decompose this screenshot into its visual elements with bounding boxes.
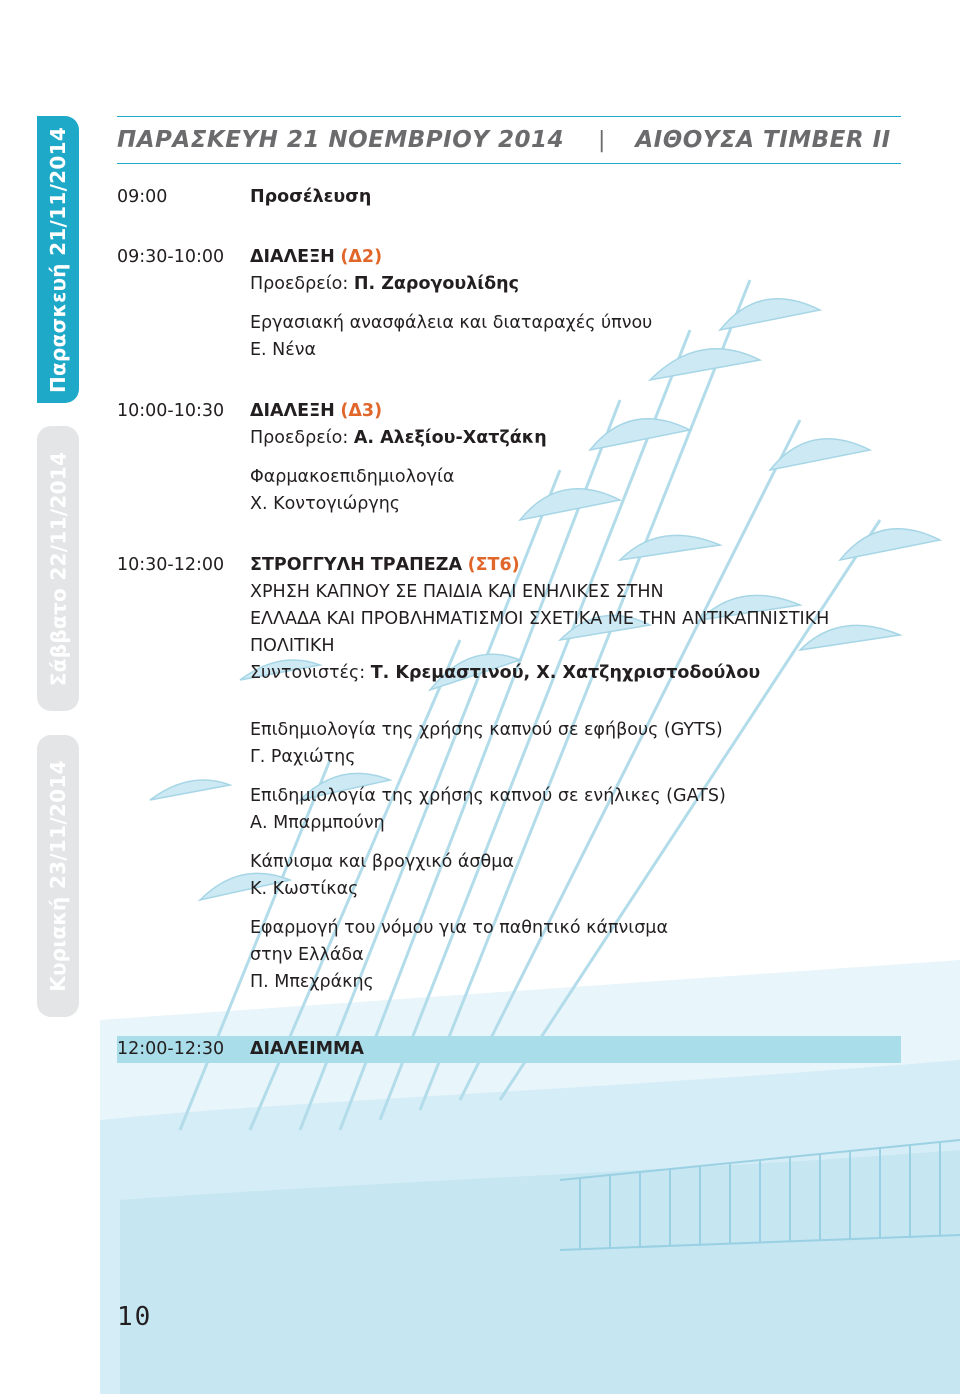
speaker-name: Κ. Κωστίκας <box>250 879 359 899</box>
speaker-name: Χ. Κοντογιώργης <box>250 494 401 514</box>
topic-line: ΕΛΛΑΔΑ ΚΑΙ ΠΡΟΒΛΗΜΑΤΙΣΜΟΙ ΣΧΕΤΙΚΑ ΜΕ ΤΗΝ ΑΝΤΙΚΑΠΝΙΣΤΙΚΗ <box>250 609 830 629</box>
talk-title: Φαρμακοεπιδημιολογία <box>250 467 455 487</box>
chair-name: Τ. Κρεμαστινού, Χ. Χατζηχριστοδούλου <box>370 663 761 683</box>
speaker-name: Γ. Ραχιώτης <box>250 747 356 767</box>
tab-sunday-label: Κυριακή 23/11/2014 <box>46 760 71 992</box>
chair-label: Προεδρείο: <box>250 428 349 448</box>
header-separator: | <box>597 127 606 153</box>
session-time: 09:30-10:00 <box>117 247 225 267</box>
session-code: (Δ2) <box>340 247 383 267</box>
break-row <box>117 1036 901 1063</box>
chair-label: Προεδρείο: <box>250 274 349 294</box>
talk-title-line: Εφαρμογή του νόμου για το παθητικό κάπνισμα <box>250 918 668 938</box>
chair-name: Α. Αλεξίου-Χατζάκη <box>353 428 547 448</box>
topic-line: ΧΡΗΣΗ ΚΑΠΝΟΥ ΣΕ ΠΑΙΔΙΑ ΚΑΙ ΕΝΗΛΙΚΕΣ ΣΤΗΝ <box>250 582 664 602</box>
session-title: Προσέλευση <box>250 187 372 207</box>
talk-title: Κάπνισμα και βρογχικό άσθμα <box>250 852 514 872</box>
topic-line: ΠΟΛΙΤΙΚΗ <box>250 636 335 656</box>
session-code: (ΣΤ6) <box>467 555 520 575</box>
speaker-name: Π. Μπεχράκης <box>250 972 374 992</box>
session-code: (Δ3) <box>340 401 383 421</box>
page-title: ΠΑΡΑΣΚΕΥΗ 21 ΝΟΕΜΒΡΙΟΥ 2014 <box>117 127 564 153</box>
talk-title: Επιδημιολογία της χρήσης καπνού σε εφήβους (GYTS) <box>250 720 723 740</box>
tab-sunday[interactable] <box>37 735 79 1017</box>
talk-title: Επιδημιολογία της χρήσης καπνού σε ενήλικες (GATS) <box>250 786 726 806</box>
session-type: ΔΙΑΛΕΞΗ <box>250 401 335 421</box>
tab-saturday[interactable] <box>37 426 79 711</box>
talk-title: Εργασιακή ανασφάλεια και διαταραχές ύπνου <box>250 313 653 333</box>
page-number: 10 <box>117 1302 153 1332</box>
session-time: 09:00 <box>117 187 168 207</box>
chair-name: Π. Ζαρογουλίδης <box>353 274 519 294</box>
break-title: ΔΙΑΛΕΙΜΜΑ <box>250 1039 364 1059</box>
break-time: 12:00-12:30 <box>117 1039 225 1059</box>
tab-friday[interactable] <box>37 116 79 403</box>
room-name: ΑΙΘΟΥΣΑ TIMBER II <box>635 127 891 153</box>
speaker-name: Α. Μπαρμπούνη <box>250 813 385 833</box>
chair-label: Συντονιστές: <box>250 663 366 683</box>
talk-title-line: στην Ελλάδα <box>250 945 364 965</box>
tab-saturday-label: Σάββατο 22/11/2014 <box>46 451 70 686</box>
session-time: 10:00-10:30 <box>117 401 225 421</box>
session-time: 10:30-12:00 <box>117 555 225 575</box>
speaker-name: Ε. Νένα <box>250 340 317 360</box>
tab-friday-label: Παρασκευή 21/11/2014 <box>46 126 71 393</box>
session-type: ΔΙΑΛΕΞΗ <box>250 247 335 267</box>
page-header <box>117 116 901 164</box>
session-type: ΣΤΡΟΓΓΥΛΗ ΤΡΑΠΕΖΑ <box>250 555 462 575</box>
